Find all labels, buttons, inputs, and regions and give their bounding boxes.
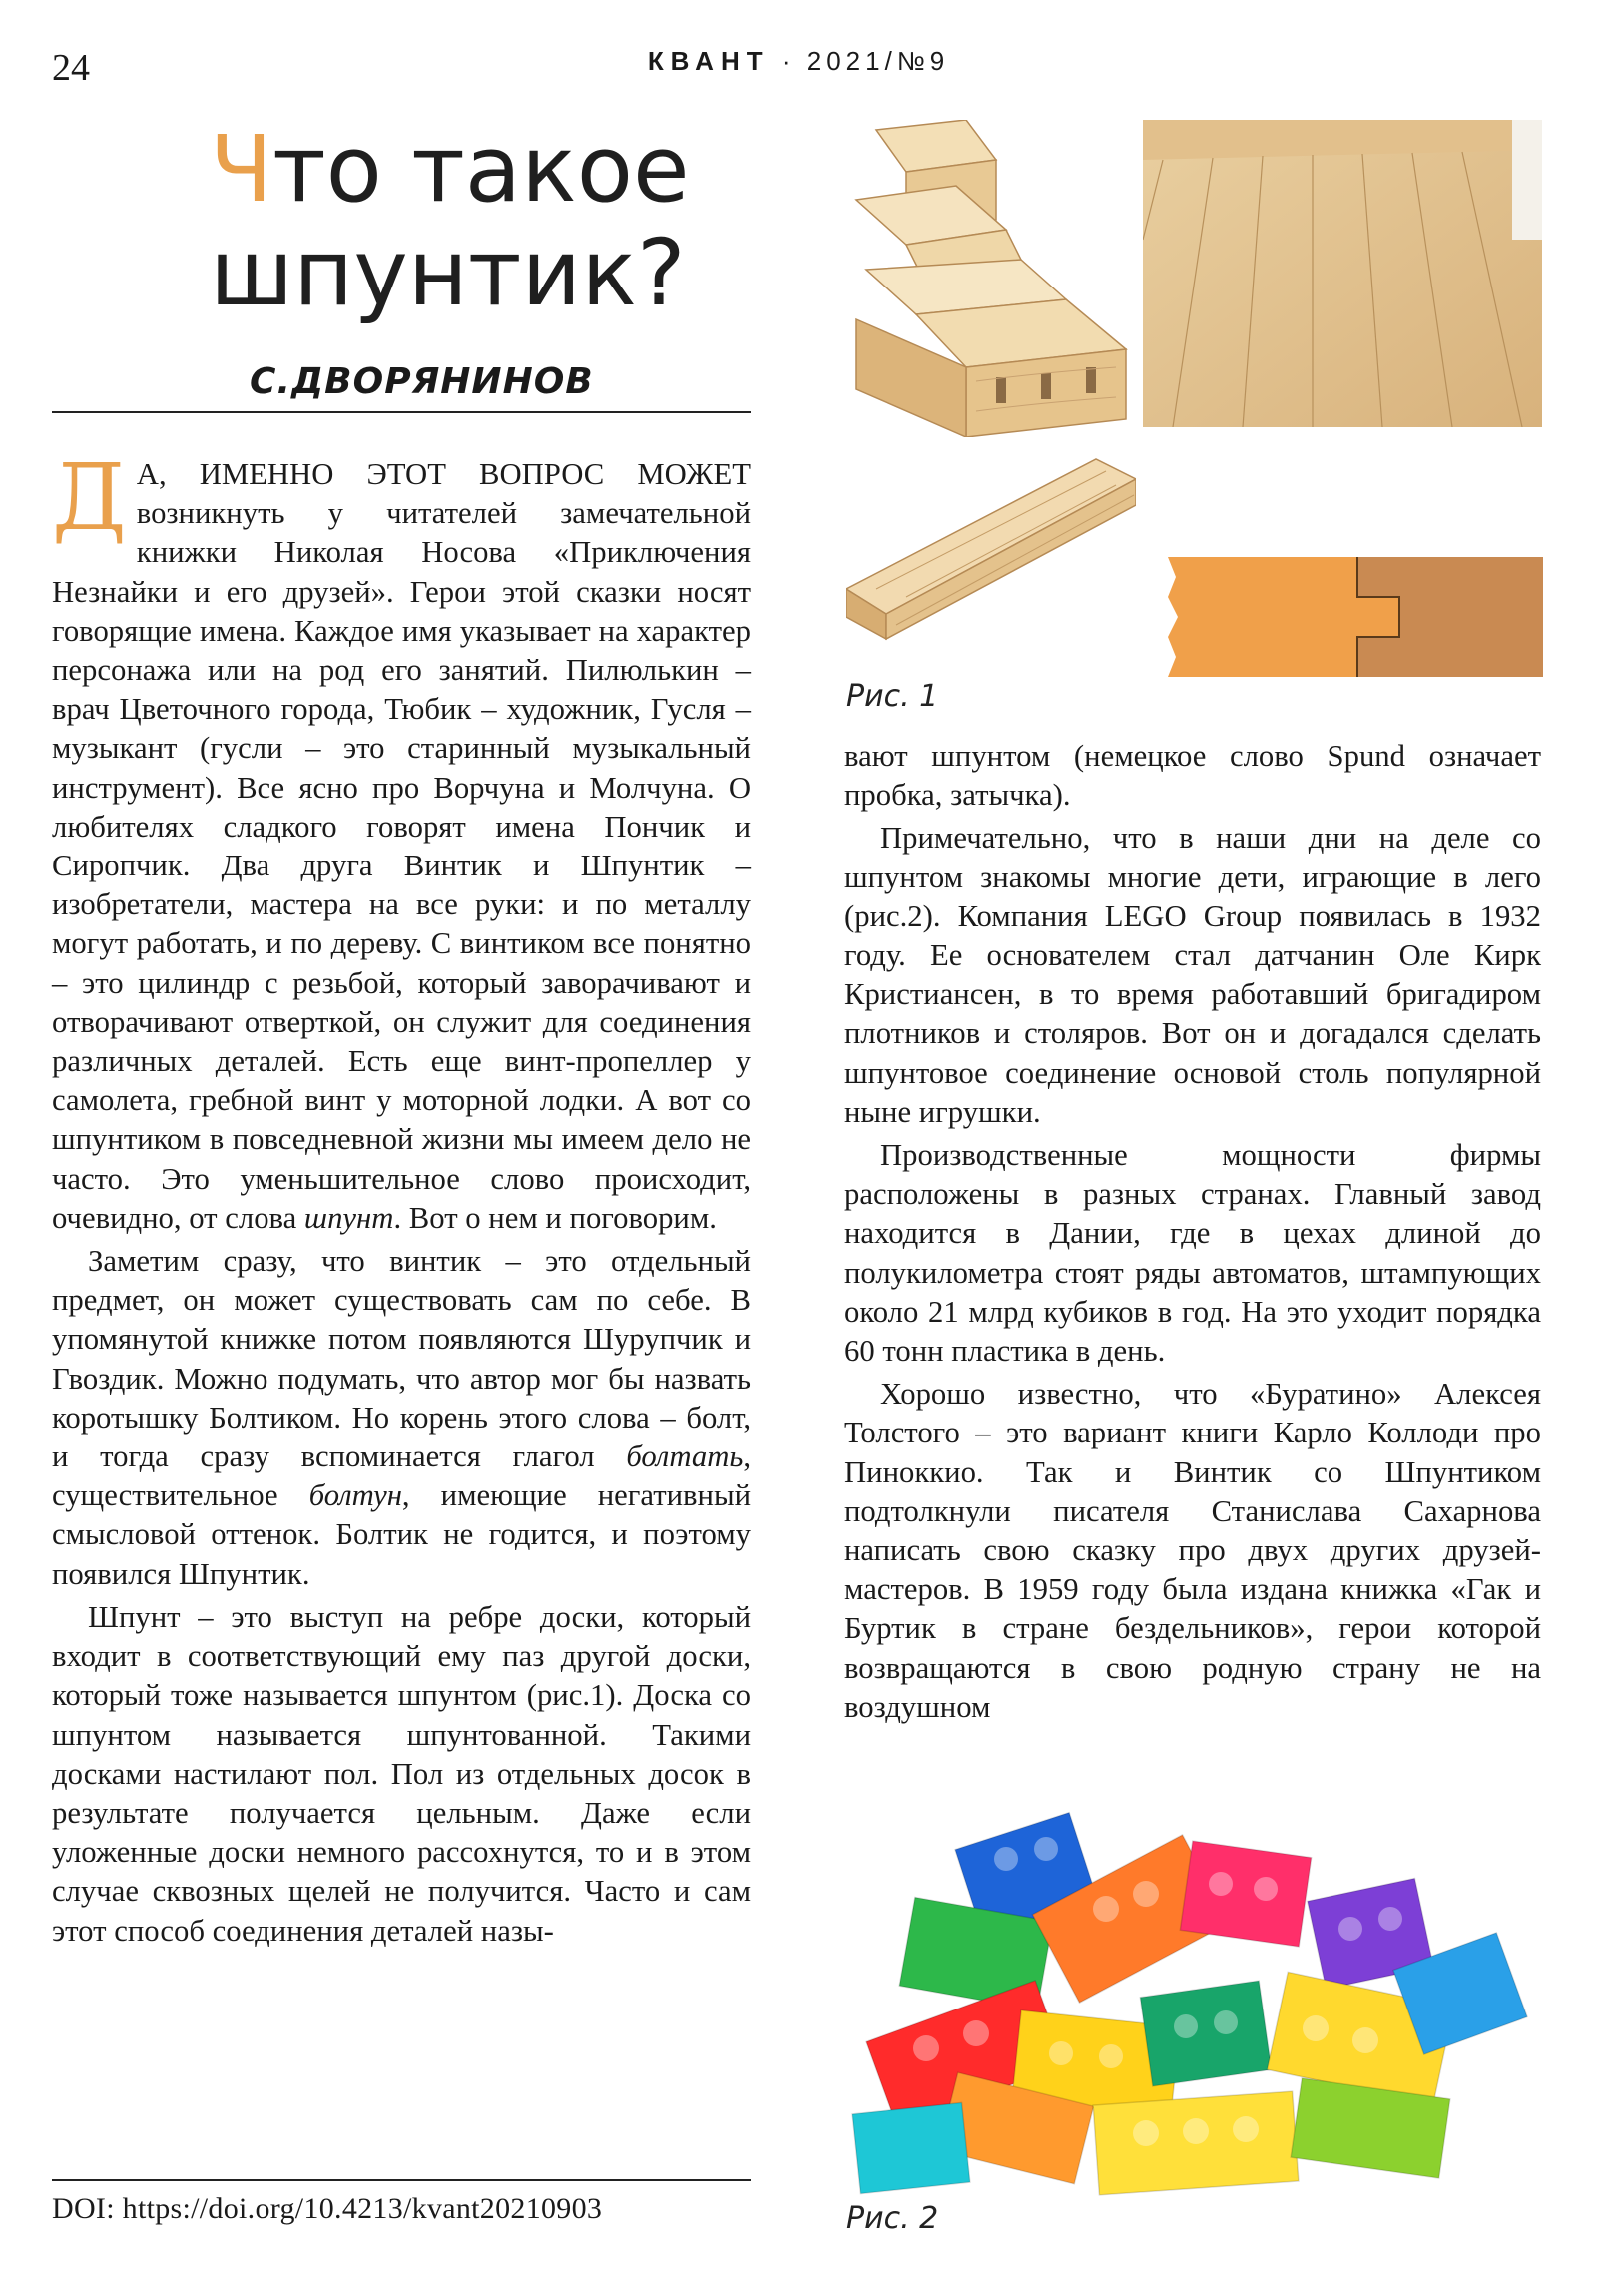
figure-2-caption: Рис. 2 [846,2201,939,2236]
right-column-top [844,737,1541,1727]
paragraph-r4: Хорошо известно, что «Буратино» Алексея Толстого – это вариант книги Карло Коллоди про Пиноккио. Так и Винтик со Шпунтиком подтолкнули писателя Станислава Сахарнова написать свою сказку про двух других друзей-мастеров. В 1959 году была издана книжка «Гак и Буртик в стране бездельников», герои которой возвращаются в свою родную страну не на воздушном [844,1377,1541,1724]
lego-bricks-image [846,1789,1545,2208]
page-number: 24 [52,47,90,89]
title-line1: то такое [272,116,690,223]
paragraph-r3: Производственные мощности фирмы расположены в разных странах. Главный завод находится в Дании, где в цехах длиной до полукилометра стоят ряды автоматов, штампующих около 21 млрд кубиков в год. На это уходит порядка 60 тонн пластика в день. [844,1138,1541,1369]
article-title [210,118,690,325]
doi-link[interactable]: DOI: https://doi.org/10.4213/kvant20210903 [52,2192,603,2225]
doi-divider [52,2179,751,2181]
intro-emphasis: шпунт [303,1200,394,1235]
p2-emphasis-1: болтать [626,1439,744,1474]
magazine-name: КВАНТ [647,46,770,76]
paragraph-r2: Примечательно, что в наши дни на деле со шпунтом знакомы многие дети, играющие в лего (рис.2). Компания LEGO Group появилась в 1932 году. Ее основателем стал датчанин Оле Кирк Кристиансен, в то время работавший бригадиром плотников и столяров. Вот он и догадался сделать шпунтовое соединение основой столь популярной ныне игрушки. [844,821,1541,1129]
wooden-floor-image [1143,120,1542,427]
p2-text-c: , имеющие негативный смысловой оттенок. Болтик не годится, и поэтому появился Шпунтик. [52,1478,752,1591]
intro-end: . Вот о нем и поговорим. [393,1200,717,1235]
left-column [52,444,752,1951]
p2-text-b: , существительное [52,1439,751,1513]
paragraph-2 [52,1242,751,1594]
separator: · [781,46,796,76]
author-name: С.ДВОРЯНИНОВ [250,361,594,402]
intro-body: возникнуть у читателей замечательной книжки Николая Носова «Приключения Незнайки и его друзей». Герои этой сказки носят говорящие имена. Каждое имя указывает на характер персонажа или на род его занятий. Пилюлькин – врач Цветочного города, Тюбик – художник, Гусля – музыкант (гусли – это старинный музыкальный инструмент). Все ясно про Ворчуна и Молчуна. О любителях сладкого говорят имена Пончик и Сиропчик. Два друга Винтик и Шпунтик – изобретатели, мастера на все руки: и по металлу могут работать, и по дереву. С винтиком все понятно – это цилиндр с резьбой, который заворачивают и отворачивают отверткой, он служит для соединения различных деталей. Есть еще винт-пропеллер у самолета, гребной винт у моторной лодки. А вот со шпунтиком в повседневной жизни мы имеем дело не часто. Это уменьшительное слово происходит, очевидно, от слова [52,496,751,1235]
drop-cap: Д [52,444,127,551]
figure-1-caption: Рис. 1 [846,679,939,714]
paragraph-r1: вают шпунтом (немецкое слово Spund означает пробка, затычка). [844,739,1541,813]
author-divider [52,411,751,413]
p2-text-a: Заметим сразу, что винтик – это отдельный предмет, он может существовать сам по себе. В упомянутой книжке потом появляются Шурупчик и Гвоздик. Можно подумать, что автор мог бы назвать коротышку Болтиком. Но корень этого слова – болт, и тогда сразу вспоминается глагол [52,1244,751,1474]
tongue-groove-plank-image [846,439,1136,657]
p2-emphasis-2: болтун [308,1478,402,1513]
running-head [0,46,1597,77]
stacked-boards-image [846,120,1130,437]
title-initial: Ч [210,116,273,223]
issue-number: 2021/№9 [806,46,950,76]
title-line2: шпунтик? [210,220,686,326]
intro-lead: А, ИМЕННО ЭТОТ ВОПРОС МОЖЕТ [136,457,751,491]
paragraph-3: Шпунт – это выступ на ребре доски, который входит в соответствующий ему паз другой доски, который тоже называется шпунтом (рис.1). Доска со шпунтом называется шпунтованной. Такими досками настилают пол. Пол из отдельных досок в результате получается цельным. Даже если уложенные доски немного рассохнутся, то и в этом случае сквозных щелей не получится. Часто и сам этот способ соединения деталей назы- [52,1599,751,1948]
paragraph-intro [52,444,751,1238]
joint-diagram [1168,557,1543,677]
